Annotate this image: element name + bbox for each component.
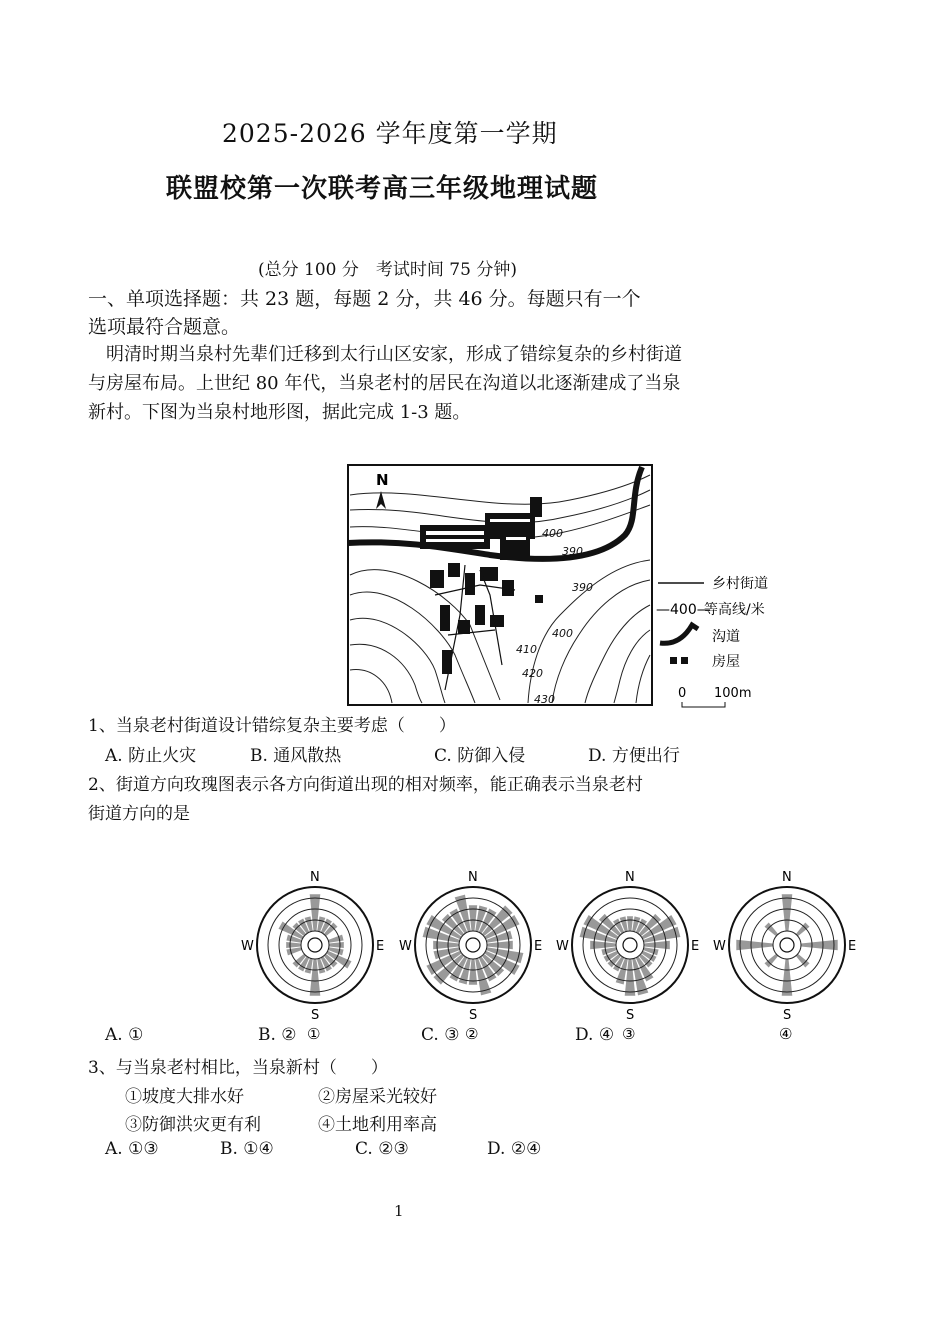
contour-label-390a: 390 [562,545,583,558]
legend-contour: 等高线/米 [704,602,765,618]
rose-center [308,938,322,952]
exam-meta: (总分 100 分 考试时间 75 分钟) [258,260,517,280]
legend-contour-mark: —400— [656,602,711,618]
rose-2-dir-S: S [469,1008,478,1023]
rose-4-dir-E: E [848,939,857,954]
title-line-2: 联盟校第一次联考高三年级地理试题 [166,174,599,204]
rose-1-dir-S: S [311,1008,320,1023]
passage-line-2: 与房屋布局。上世纪 80 年代，当泉老村的居民在沟道以北逐渐建成了当泉 [88,373,681,394]
rose-center [466,938,480,952]
rose-1-dir-N: N [310,870,320,885]
contour-label-420: 420 [522,667,543,680]
contour-label-390b: 390 [572,581,593,594]
rose-3-dir-E: E [691,939,700,954]
q3-option-b[interactable]: B. ①④ [220,1139,274,1159]
scale-length: 100m [714,686,752,701]
rose-1 [241,870,384,1043]
q3-item-3: ③防御洪灾更有利 [125,1115,261,1135]
passage-line-1: 明清时期当泉村先辈们迁移到太行山区安家，形成了错综复杂的乡村街道 [106,344,682,365]
rose-2-dir-E: E [534,939,543,954]
north-arrow-label: N [376,471,389,489]
rose-2 [399,870,542,1043]
rose-2-dir-W: W [399,939,412,954]
rose-1-dir-E: E [376,939,385,954]
q3-stem: 3、与当泉老村相比，当泉新村（ ） [88,1058,388,1078]
rose-4-petal [736,940,773,951]
rose-4-label: ④ [779,1025,793,1043]
rose-1-petal [328,935,344,943]
q3-option-a[interactable]: A. ①③ [105,1139,159,1159]
q2-option-b[interactable]: B. ② [258,1025,297,1045]
rose-4 [713,870,856,1043]
rose-2-dir-N: N [468,870,478,885]
q3-option-c[interactable]: C. ②③ [355,1139,409,1159]
q2-option-d[interactable]: D. ④ [575,1025,615,1045]
q3-item-1: ①坡度大排水好 [125,1087,244,1107]
rose-1-dir-W: W [241,939,254,954]
q1-option-b[interactable]: B. 通风散热 [250,746,342,766]
passage-line-3: 新村。下图为当泉村地形图，据此完成 1-3 题。 [88,402,471,423]
rose-3 [556,870,699,1043]
rose-3-petal [627,916,633,931]
rose-1-petal [286,942,301,948]
contour-label-400b: 400 [552,627,573,640]
q1-option-c[interactable]: C. 防御入侵 [434,746,526,766]
rose-3-dir-W: W [556,939,569,954]
q2-option-a[interactable]: A. ① [105,1025,144,1045]
map-frame [348,465,652,705]
q1-option-a[interactable]: A. 防止火灾 [105,746,197,766]
contour-label-430: 430 [534,693,555,706]
rose-4-dir-W: W [713,939,726,954]
q2-stem-line-1: 2、街道方向玫瑰图表示各方向街道出现的相对频率，能正确表示当泉老村 [88,775,643,795]
gully-icon [660,625,698,643]
legend-gully: 沟道 [712,629,740,645]
legend-street: 乡村街道 [712,576,768,592]
legend-house: 房屋 [712,654,740,670]
rose-4-petal [796,954,810,968]
rose-4-petal [796,923,810,937]
scale-zero: 0 [678,686,687,701]
section-heading-cont: 选项最符合题意。 [88,316,241,338]
rose-3-dir-S: S [626,1008,635,1023]
title-line-1: 2025-2026 学年度第一学期 [222,119,558,148]
rose-4-dir-S: S [783,1008,792,1023]
q3-option-d[interactable]: D. ②④ [487,1139,542,1159]
q3-item-4: ④土地利用率高 [318,1115,437,1135]
page-number: 1 [394,1202,404,1220]
q3-item-2: ②房屋采光较好 [318,1087,437,1107]
rose-1-petal [286,947,302,955]
rose-4-dir-N: N [782,870,792,885]
rose-4-petal [801,940,838,951]
q1-stem: 1、当泉老村街道设计错综复杂主要考虑（ ） [88,716,456,736]
rose-4-petal [765,954,779,968]
q2-stem-line-2: 街道方向的是 [88,804,190,824]
rose-center [780,938,794,952]
rose-4-petal [782,959,793,996]
street-rose-diagrams [230,858,870,1058]
rose-2-label: ② [465,1025,479,1043]
section-heading: 一、单项选择题：共 23 题，每题 2 分，共 46 分。每题只有一个 [88,288,641,310]
rose-center [623,938,637,952]
rose-1-petal [329,942,344,948]
q1-option-d[interactable]: D. 方便出行 [588,746,680,766]
rose-4-petal [765,923,779,937]
rose-4-petal [782,894,793,931]
q2-option-c[interactable]: C. ③ [421,1025,460,1045]
terrain-map-figure [330,455,810,715]
rose-1-label: ① [307,1025,321,1043]
rose-3-dir-N: N [625,870,635,885]
contour-label-410: 410 [516,643,537,656]
rose-3-label: ③ [622,1025,636,1043]
contour-label-400a: 400 [542,527,563,540]
map-legend [656,575,768,707]
